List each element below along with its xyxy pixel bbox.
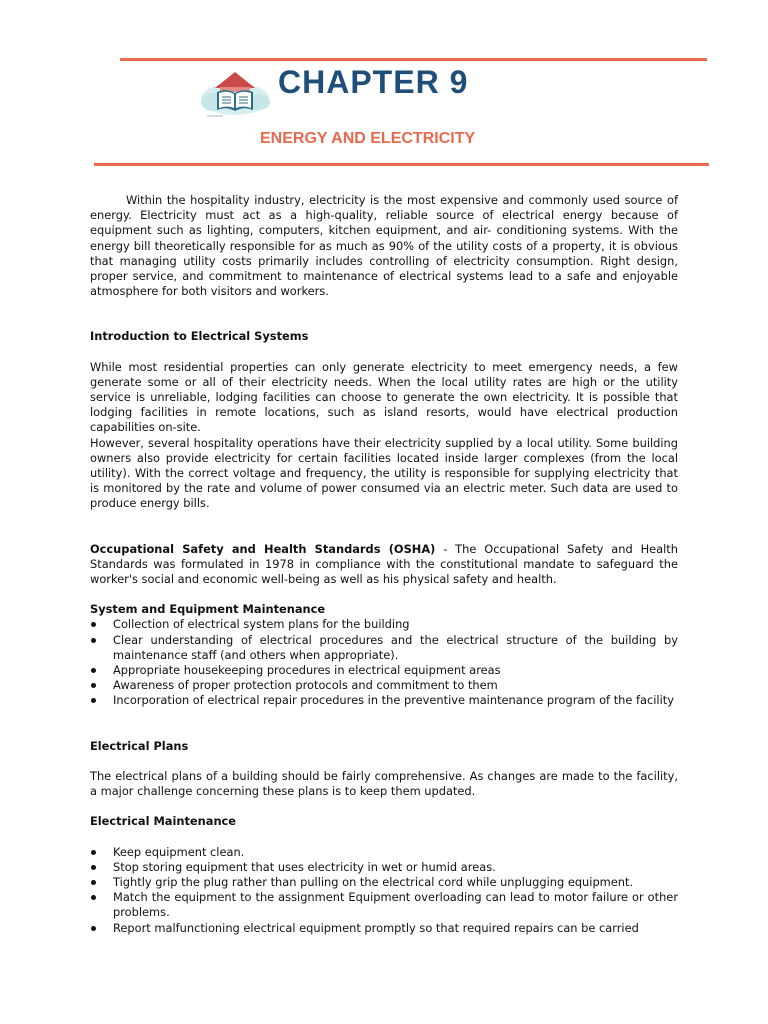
section-heading-intro-electrical: Introduction to Electrical Systems [90, 329, 309, 344]
top-rule [120, 58, 707, 61]
system-maintenance-list [90, 617, 678, 708]
list-item: Clear understanding of electrical procedures and the electrical structure of the building by maintenance staff (and others when appropriate). [90, 633, 678, 663]
list-item: Match the equipment to the assignment Equipment overloading can lead to motor failure or other problems. [90, 890, 678, 920]
osha-text: - The Occupational Safety and Health Standards was formulated in 1978 in compliance with the constitutional mandate to safeguard the worker's social and economic well-being as well as his physical safety and health. [90, 541, 678, 587]
paragraph-osha [90, 542, 678, 588]
chapter-title: CHAPTER 9 [278, 64, 469, 100]
section-heading-electrical-maintenance: Electrical Maintenance [90, 814, 237, 829]
intro-paragraph: Within the hospitality industry, electricity is the most expensive and commonly used source of energy. Electricity must act as a high-quality, reliable source of electrical energy because of equipment such as lighting, computers, kitchen equipment, and air- conditioning systems. With the energy bill theoretically responsible for as much as 90% of the utility costs of a property, it is obvious that managing utility costs primarily includes controlling of electricity consumption. Right design, proper service, and commitment to maintenance of electrical systems lead to a safe and enjoyable atmosphere for both visitors and workers. [90, 193, 678, 299]
electrical-maintenance-list [90, 845, 678, 936]
list-item: Keep equipment clean. [90, 845, 678, 860]
list-item: Awareness of proper protection protocols and commitment to them [90, 678, 678, 693]
section-heading-electrical-plans: Electrical Plans [90, 738, 189, 753]
paragraph-residential: While most residential properties can only generate electricity to meet emergency needs, a few generate some or all of their electricity needs. When the local utility rates are high or the utility service is unreliable, lodging facilities can choose to generate the own electricity. It is possible that lodging facilities in remote locations, such as island resorts, would have electrical production capabilities on-site. [90, 359, 678, 435]
list-item: Collection of electrical system plans for the building [90, 617, 678, 632]
paragraph-utility: However, several hospitality operations have their electricity supplied by a local utility. Some building owners also provide electricity for certain facilities located inside larger complexes (from the local utility). With the correct voltage and frequency, the utility is responsible for supplying electricity that is monitored by the rate and volume of power consumed via an electric meter. Such data are used to produce energy bills. [90, 435, 678, 511]
paragraph-electrical-plans: The electrical plans of a building should be fairly comprehensive. As changes are made to the facility, a major challenge concerning these plans is to keep them updated. [90, 768, 678, 799]
bottom-rule [94, 163, 709, 166]
list-item: Report malfunctioning electrical equipment promptly so that required repairs can be carried [90, 921, 678, 936]
chapter-subtitle: ENERGY AND ELECTRICITY [260, 130, 476, 147]
list-item: Stop storing equipment that uses electricity in wet or humid areas. [90, 860, 678, 875]
osha-term: Occupational Safety and Health Standards (OSHA) [90, 541, 436, 556]
book-house-icon [199, 66, 271, 120]
document-body [90, 193, 678, 936]
section-heading-system-maintenance: System and Equipment Maintenance [90, 602, 326, 617]
list-item: Appropriate housekeeping procedures in electrical equipment areas [90, 663, 678, 678]
list-item: Tightly grip the plug rather than pulling on the electrical cord while unplugging equipment. [90, 875, 678, 890]
list-item: Incorporation of electrical repair procedures in the preventive maintenance program of the facility [90, 693, 678, 708]
